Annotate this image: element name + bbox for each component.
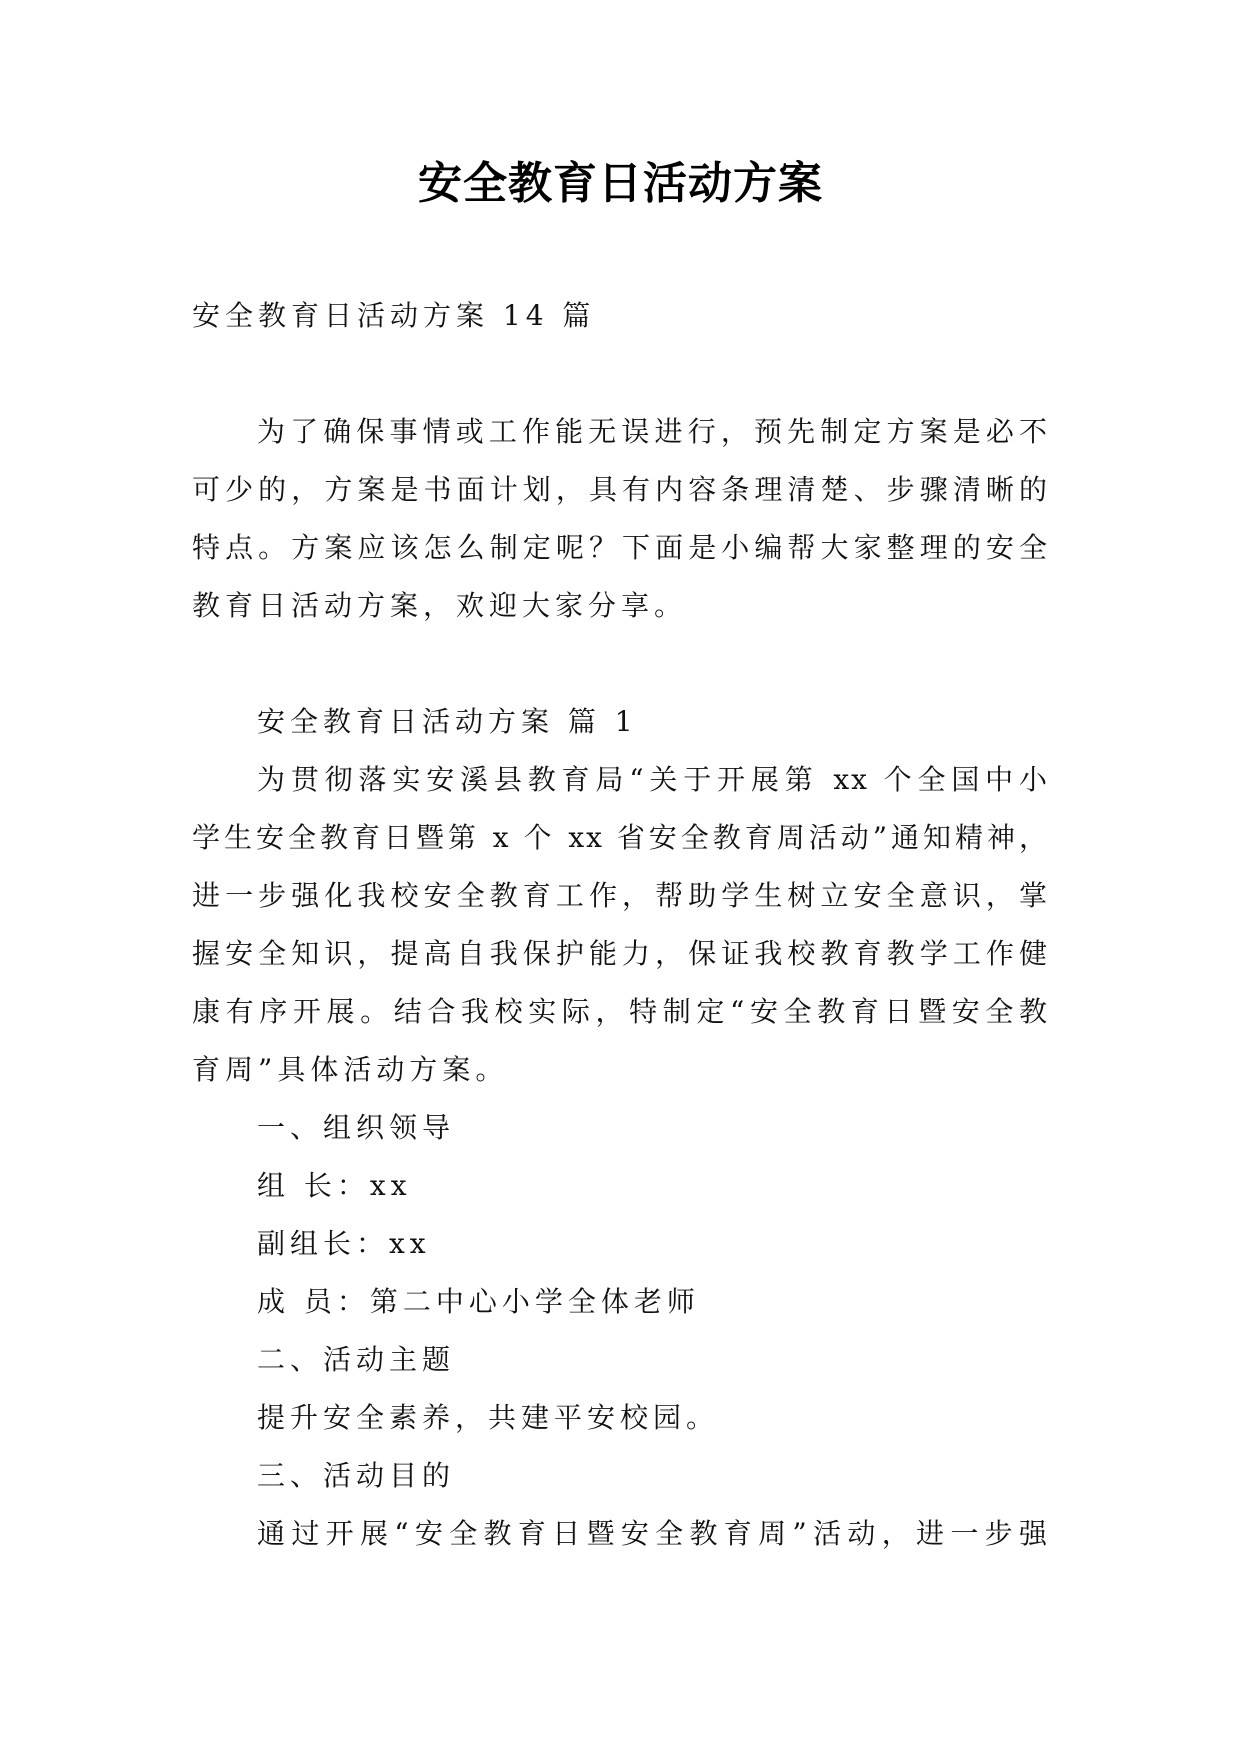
list-item-leader: 组 长：xx [257, 1169, 412, 1202]
section-heading: 安全教育日活动方案 篇 1 [257, 705, 638, 738]
paragraph-line: 学生安全教育日暨第 x 个 xx 省安全教育周活动”通知精神， [192, 821, 1049, 854]
theme-text: 提升安全素养，共建平安校园。 [257, 1401, 720, 1434]
intro-paragraph [192, 403, 1049, 635]
document-body [192, 287, 1049, 1563]
subheading-organization: 一、组织领导 [257, 1111, 456, 1144]
list-item-members: 成 员：第二中心小学全体老师 [257, 1285, 700, 1318]
document-subtitle: 安全教育日活动方案 14 篇 [192, 299, 596, 332]
subheading-purpose: 三、活动目的 [257, 1459, 456, 1492]
paragraph-line: 通过开展“安全教育日暨安全教育周”活动，进一步强 [257, 1517, 1049, 1550]
list-item-deputy-leader: 副组长：xx [257, 1227, 431, 1260]
document-title: 安全教育日活动方案 [418, 158, 823, 209]
subheading-theme: 二、活动主题 [257, 1343, 456, 1376]
paragraph-line: 可少的，方案是书面计划，具有内容条理清楚、步骤清晰的 [192, 473, 1049, 506]
paragraph-line: 特点。方案应该怎么制定呢？下面是小编帮大家整理的安全 [192, 531, 1049, 564]
paragraph-line: 为贯彻落实安溪县教育局“关于开展第 xx 个全国中小 [257, 763, 1049, 796]
paragraph-line: 康有序开展。结合我校实际，特制定“安全教育日暨安全教 [192, 995, 1049, 1028]
paragraph-line: 教育日活动方案，欢迎大家分享。 [192, 589, 688, 622]
paragraph-line: 为了确保事情或工作能无误进行，预先制定方案是必不 [257, 415, 1049, 448]
paragraph-line: 进一步强化我校安全教育工作，帮助学生树立安全意识，掌 [192, 879, 1049, 912]
paragraph-line: 握安全知识，提高自我保护能力，保证我校教育教学工作健 [192, 937, 1049, 970]
section-1 [192, 693, 1049, 1563]
paragraph-line: 育周”具体活动方案。 [192, 1053, 509, 1086]
